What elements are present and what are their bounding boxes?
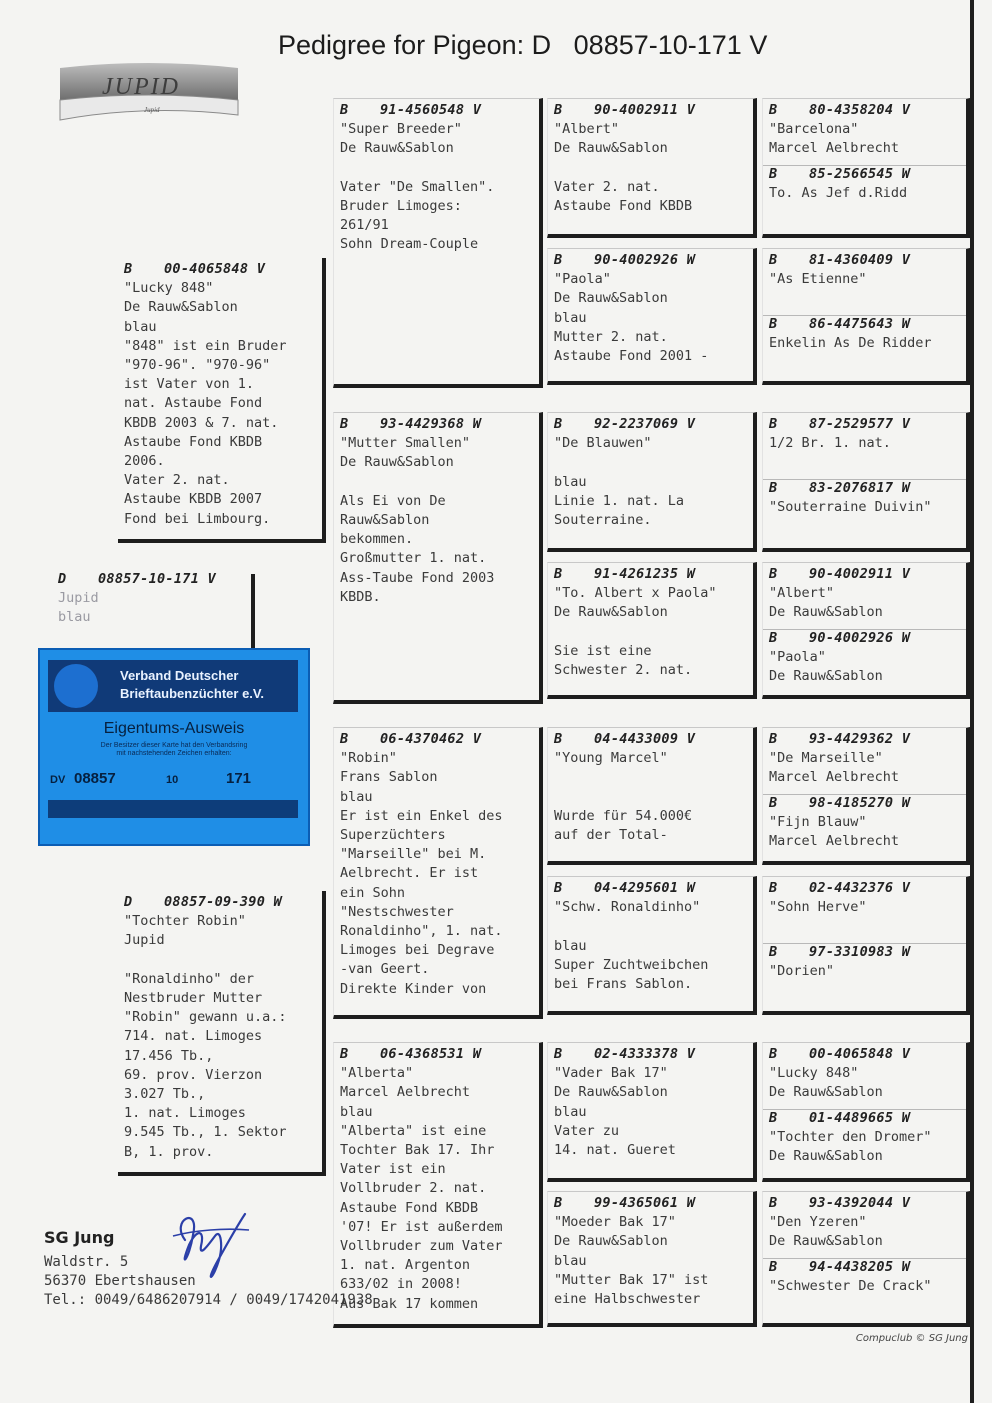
text-line <box>554 768 745 787</box>
text-line: KBDB 2003 & 7. nat. <box>124 414 279 431</box>
text-line <box>554 159 745 178</box>
text-line: "Albert" <box>554 121 620 138</box>
gen2-box-1: B 93-4429368 W "Mutter Smallen" De Rauw&Sablon Als Ei von De Rauw&Sablon bekommen. Großmutter 1. nat. Ass-Taube Fond 2003 KBDB. <box>333 412 543 704</box>
text-line: ist Vater von 1. <box>124 376 255 393</box>
dove-icon <box>54 664 98 708</box>
text-line: -van Geert. <box>340 961 430 978</box>
card-note: Der Besitzer dieser Karte hat den Verbandsring mit nachstehenden Zeichen erhalten: <box>100 742 248 757</box>
text-line: Enkelin As De Ridder <box>769 335 932 352</box>
text-line: Marcel Aelbrecht <box>769 833 900 850</box>
text-line: "Lucky 848" <box>769 1065 859 1082</box>
text-line: De Rauw&Sablon <box>769 668 883 685</box>
svg-text:Jupid: Jupid <box>144 106 160 114</box>
text-line: blau <box>340 1103 373 1120</box>
card-header: Verband Deutscher Brieftaubenzüchter e.V. <box>48 660 298 712</box>
text-line: bekommen. <box>340 531 414 548</box>
text-line: De Rauw&Sablon <box>554 1233 668 1250</box>
gen4-pair-3: B 90-4002911 V "Albert" De Rauw&Sablon B 90-4002926 W "Paola" De Rauw&Sablon <box>762 562 970 699</box>
gen4-pair-5: B 02-4432376 V "Sohn Herve" B 97-3310983 W "Dorien" <box>762 876 970 1015</box>
gen3-box-5: B 04-4295601 W "Schw. Ronaldinho" blau Super Zuchtweibchen bei Frans Sablon. <box>547 876 757 1015</box>
text-line: De Rauw&Sablon <box>769 1084 883 1101</box>
text-line: Vollbruder zum Vater <box>340 1238 503 1255</box>
text-line: blau <box>554 309 587 326</box>
text-line: "Alberta" ist eine <box>340 1122 487 1139</box>
text-line: "Moeder Bak 17" <box>554 1214 676 1231</box>
text-line: Linie 1. nat. La <box>554 492 685 509</box>
gen4-pair-1: B 81-4360409 V "As Etienne" B 86-4475643 W Enkelin As De Ridder <box>762 248 970 385</box>
text-line: "Mutter Bak 17" ist <box>554 1271 709 1288</box>
text-line: blau <box>340 788 373 805</box>
gen3-box-1: B 90-4002926 W "Paola" De Rauw&Sablon blau Mutter 2. nat. Astaube Fond 2001 - <box>547 248 757 385</box>
text-line: "Fijn Blauw" <box>769 814 867 831</box>
text-line: "Albert" <box>769 585 835 602</box>
text-line: "Tochter Robin" <box>124 913 246 930</box>
text-line: Sohn Dream-Couple <box>340 236 479 253</box>
text-line: Vater 2. nat. <box>554 178 660 195</box>
text-line: 633/02 in 2008! <box>340 1276 462 1293</box>
text-line: 3.027 Tb., <box>124 1086 206 1103</box>
gen2-box-2: B 06-4370462 V "Robin" Frans Sablon blau Er ist ein Enkel des Superzüchters "Marseille" bei M. Aelbrecht. Er ist ein Sohn "Nestschwester Ronaldinho", 1. nat. Limoges bei Degrave -van Geert. Direkte Kinder von <box>333 727 543 1019</box>
subject-pigeon: D 08857-10-171 V Jupid blau <box>52 568 252 648</box>
text-line: nat. Astaube Fond <box>124 395 263 412</box>
text-line: "Ronaldinho" der <box>124 970 255 987</box>
text-line: "Dorien" <box>769 963 835 980</box>
text-line: Tochter Bak 17. Ihr <box>340 1142 495 1159</box>
text-line: blau <box>554 473 587 490</box>
text-line: Souterraine. <box>554 512 652 529</box>
text-line: To. As Jef d.Ridd <box>769 185 908 202</box>
text-line: Vollbruder 2. nat. <box>340 1180 487 1197</box>
svg-text:JUPID: JUPID <box>102 74 180 100</box>
sire-text <box>124 279 314 529</box>
text-line: De Rauw&Sablon <box>554 290 668 307</box>
card-pattern-band <box>48 800 298 818</box>
gen2-box-3: B 06-4368531 W "Alberta" Marcel Aelbrecht blau "Alberta" ist eine Tochter Bak 17. Ihr Vater ist ein Vollbruder 2. nat. Astaube Fond KBDB '07! Er ist außerdem Vollbruder zum Vater 1. nat. Argenton 633/02 in 2008! Aus Bak 17 kommen <box>333 1042 543 1328</box>
text-line: Ronaldinho", 1. nat. <box>340 923 503 940</box>
text-line: eine Halbschwester <box>554 1291 701 1308</box>
sire-box: B 00-4065848 V "Lucky 848" De Rauw&Sablon blau "848" ist ein Bruder "970-96". "970-96" ist Vater von 1. nat. Astaube Fond KBDB 2003 & 7. nat. Astaube Fond KBDB 2006. Vater 2. nat. Astaube KBDB 2007 Fond bei Limbourg. <box>118 258 326 543</box>
gen3-box-4: B 04-4433009 V "Young Marcel" Wurde für 54.000€ auf der Total- <box>547 727 757 865</box>
text-line: "Schwester De Crack" <box>769 1278 932 1295</box>
text-line: 17.456 Tb., <box>124 1047 214 1064</box>
gen2-box-0: B 91-4560548 V "Super Breeder" De Rauw&Sablon Vater "De Smallen". Bruder Limoges: 261/91 Sohn Dream-Couple <box>333 98 543 388</box>
card-number-club: 08857 <box>74 770 116 787</box>
text-line: "Barcelona" <box>769 121 859 138</box>
text-line: "De Marseille" <box>769 750 883 767</box>
ownership-card <box>38 648 310 846</box>
text-line: Rauw&Sablon <box>340 512 430 529</box>
text-line: Vater zu <box>554 1122 620 1139</box>
text-line: "Marseille" bei M. <box>340 846 487 863</box>
gen4-pair-2: B 87-2529577 V 1/2 Br. 1. nat. B 83-2076817 W "Souterraine Duivin" <box>762 412 970 552</box>
text-line: De Rauw&Sablon <box>554 1084 668 1101</box>
gen3-box-6: B 02-4333378 V "Vader Bak 17" De Rauw&Sablon blau Vater zu 14. nat. Gueret <box>547 1042 757 1182</box>
subject-ring: D 08857-10-171 V <box>58 571 216 587</box>
text-line: "970-96". "970-96" <box>124 357 271 374</box>
text-line <box>554 623 745 642</box>
text-line: "Mutter Smallen" <box>340 435 471 452</box>
text-line: Vater 2. nat. <box>124 472 230 489</box>
text-line: "Vader Bak 17" <box>554 1065 668 1082</box>
text-line: De Rauw&Sablon <box>340 140 454 157</box>
text-line: B, 1. prov. <box>124 1143 214 1160</box>
text-line: Marcel Aelbrecht <box>769 769 900 786</box>
text-line: "Young Marcel" <box>554 750 668 767</box>
text-line: 69. prov. Vierzon <box>124 1066 263 1083</box>
text-line: Limoges bei Degrave <box>340 942 495 959</box>
text-line: '07! Er ist außerdem <box>340 1218 503 1235</box>
text-line: "Souterraine Duivin" <box>769 499 932 516</box>
gen3-box-7: B 99-4365061 W "Moeder Bak 17" De Rauw&Sablon blau "Mutter Bak 17" ist eine Halbschwester <box>547 1191 757 1327</box>
text-line: Fond bei Limbourg. <box>124 510 271 527</box>
text-line: Super Zuchtweibchen <box>554 956 709 973</box>
jupid-logo <box>58 60 240 130</box>
text-line: De Rauw&Sablon <box>124 299 238 316</box>
text-line: Aelbrecht. Er ist <box>340 865 479 882</box>
text-line: Marcel Aelbrecht <box>769 140 900 157</box>
text-line: blau <box>554 1103 587 1120</box>
text-line: Sie ist eine <box>554 642 652 659</box>
text-line: "Sohn Herve" <box>769 899 867 916</box>
text-line: De Rauw&Sablon <box>769 1233 883 1250</box>
text-line: De Rauw&Sablon <box>554 140 668 157</box>
text-line: Nestbruder Mutter <box>124 990 263 1007</box>
text-line: blau <box>554 937 587 954</box>
text-line: "As Etienne" <box>769 271 867 288</box>
text-line: Schwester 2. nat. <box>554 662 693 679</box>
dam-text <box>124 912 314 1162</box>
text-line: auf der Total- <box>554 827 668 844</box>
text-line: Marcel Aelbrecht <box>340 1084 471 1101</box>
text-line <box>554 453 745 472</box>
text-line: 9.545 Tb., 1. Sektor <box>124 1124 287 1141</box>
text-line: 1. nat. Argenton <box>340 1257 471 1274</box>
text-line: Jupid <box>124 932 165 949</box>
text-line: ein Sohn <box>340 884 406 901</box>
text-line: Astaube Fond 2001 - <box>554 348 709 365</box>
text-line: Astaube Fond KBDB <box>124 433 263 450</box>
text-line: "To. Albert x Paola" <box>554 585 717 602</box>
dam-box: D 08857-09-390 W "Tochter Robin" Jupid "Ronaldinho" der Nestbruder Mutter "Robin" gewann u.a.: 714. nat. Limoges 17.456 Tb., 69. prov. Vierzon 3.027 Tb., 1. nat. Limoges 9.545 Tb., 1. Sektor B, 1. prov. <box>118 891 326 1176</box>
owner-phone: Tel.: 0049/6486207914 / 0049/1742041938 <box>44 1292 373 1308</box>
text-line: "848" ist ein Bruder <box>124 337 287 354</box>
text-line: "Robin" gewann u.a.: <box>124 1009 287 1026</box>
page-edge <box>970 0 974 1403</box>
gen3-box-3: B 91-4261235 W "To. Albert x Paola" De Rauw&Sablon Sie ist eine Schwester 2. nat. <box>547 562 757 699</box>
text-line: Vater "De Smallen". <box>340 178 495 195</box>
text-line: 714. nat. Limoges <box>124 1028 263 1045</box>
text-line: "Robin" <box>340 750 397 767</box>
text-line: Astaube Fond KBDB <box>340 1199 479 1216</box>
text-line: Vater ist ein <box>340 1161 446 1178</box>
text-line: 2006. <box>124 453 165 470</box>
text-line <box>340 473 531 492</box>
text-line: "Nestschwester <box>340 903 454 920</box>
text-line: De Rauw&Sablon <box>769 604 883 621</box>
card-number-year: 10 <box>166 774 179 786</box>
subject-connector <box>251 574 255 652</box>
footer-credit: Compuclub © SG Jung <box>855 1333 968 1344</box>
text-line: Als Ei von De <box>340 492 446 509</box>
text-line: "De Blauwen" <box>554 435 652 452</box>
text-line: 14. nat. Gueret <box>554 1142 676 1159</box>
text-line <box>340 159 531 178</box>
text-line: "Alberta" <box>340 1065 414 1082</box>
gen3-box-2: B 92-2237069 V "De Blauwen" blau Linie 1. nat. La Souterraine. <box>547 412 757 552</box>
text-line: "Schw. Ronaldinho" <box>554 899 701 916</box>
text-line: "Den Yzeren" <box>769 1214 867 1231</box>
text-line: Frans Sablon <box>340 769 438 786</box>
text-line: Ass-Taube Fond 2003 <box>340 569 495 586</box>
gen4-pair-7: B 93-4392044 V "Den Yzeren" De Rauw&Sablon B 94-4438205 W "Schwester De Crack" <box>762 1191 970 1327</box>
card-heading: Eigentums-Ausweis <box>103 720 245 737</box>
card-number-ring: 171 <box>226 770 252 787</box>
text-line: Wurde für 54.000€ <box>554 807 693 824</box>
gen4-pair-0: B 80-4358204 V "Barcelona" Marcel Aelbrecht B 85-2566545 W To. As Jef d.Ridd <box>762 98 970 238</box>
text-line: "Lucky 848" <box>124 280 214 297</box>
text-line: 1/2 Br. 1. nat. <box>769 435 891 452</box>
text-line: Mutter 2. nat. <box>554 328 668 345</box>
gen4-pair-4: B 93-4429362 V "De Marseille" Marcel Aelbrecht B 98-4185270 W "Fijn Blauw" Marcel Aelbrecht <box>762 727 970 865</box>
text-line: Astaube Fond KBDB <box>554 198 693 215</box>
page-title: Pedigree for Pigeon: D 08857-10-171 V <box>278 30 768 60</box>
text-line: blau <box>554 1252 587 1269</box>
text-line: Astaube KBDB 2007 <box>124 491 263 508</box>
owner-street: Waldstr. 5 <box>44 1254 129 1270</box>
text-line: 1. nat. Limoges <box>124 1105 246 1122</box>
text-line <box>124 951 314 970</box>
text-line: Großmutter 1. nat. <box>340 550 487 567</box>
text-line <box>554 917 745 936</box>
text-line: "Tochter den Dromer" <box>769 1129 932 1146</box>
gen3-box-0: B 90-4002911 V "Albert" De Rauw&Sablon Vater 2. nat. Astaube Fond KBDB <box>547 98 757 238</box>
text-line <box>554 788 745 807</box>
card-prefix: DV <box>50 774 66 786</box>
owner-name: SG Jung <box>44 1228 115 1247</box>
text-line: De Rauw&Sablon <box>554 604 668 621</box>
text-line: Aus Bak 17 kommen <box>340 1295 479 1312</box>
owner-city: 56370 Ebertshausen <box>44 1273 196 1289</box>
text-line: Superzüchters <box>340 827 446 844</box>
text-line: KBDB. <box>340 588 381 605</box>
text-line: Bruder Limoges: <box>340 198 462 215</box>
text-line: "Paola" <box>769 649 826 666</box>
text-line: "Super Breeder" <box>340 121 462 138</box>
text-line: De Rauw&Sablon <box>340 454 454 471</box>
text-line: blau <box>124 318 157 335</box>
text-line: "Paola" <box>554 271 611 288</box>
text-line: 261/91 <box>340 217 389 234</box>
text-line: De Rauw&Sablon <box>769 1148 883 1165</box>
signature <box>165 1200 255 1290</box>
gen4-pair-6: B 00-4065848 V "Lucky 848" De Rauw&Sablon B 01-4489665 W "Tochter den Dromer" De Rauw&Sablon <box>762 1042 970 1182</box>
text-line: Direkte Kinder von <box>340 980 487 997</box>
text-line: Er ist ein Enkel des <box>340 807 503 824</box>
text-line: bei Frans Sablon. <box>554 976 693 993</box>
